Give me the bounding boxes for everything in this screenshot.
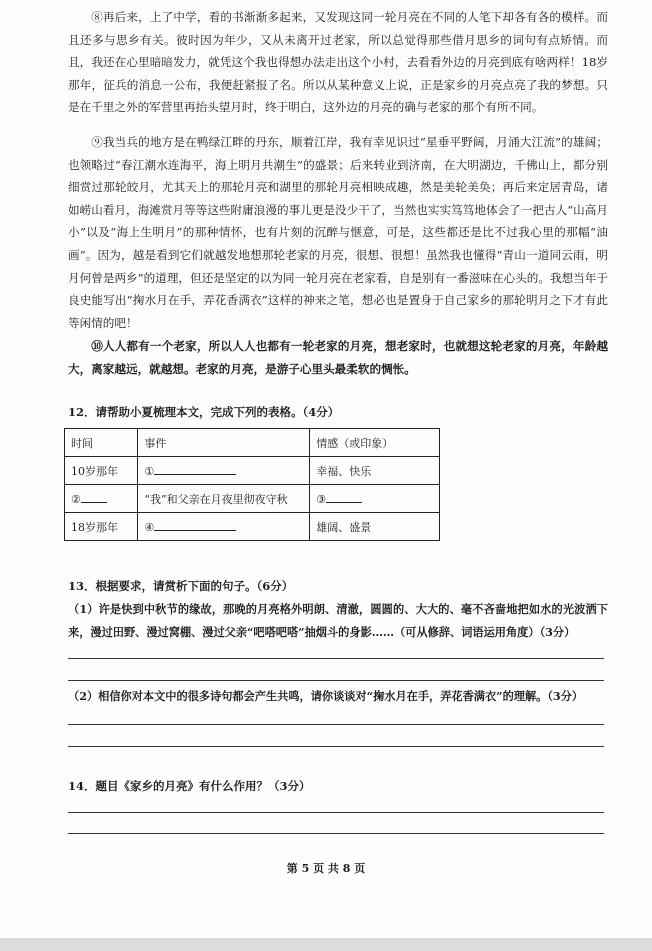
row2-emotion[interactable] — [310, 485, 440, 513]
paragraph-9: ⑨我当兵的地方是在鸭绿江畔的丹东，顺着江岸，我有幸见识过“星垂平野阔，月涌大江流”的雄阔；也领略过“春江潮水连海平，海上明月共潮生”的盛景；后来转业到济南，在大明湖边，千佛山上，都分别细赏过那轮皎月，尤其天上的那轮月亮和湖里的那轮月亮相映成趣，然是美轮美奂；再后来定居青岛，诸如崂山看月，海滩赏月等等这些附庸浪漫的事儿更是没少干了，当然也实实笃笃地体会了一把古人“山高月小”以及“海上生明月”的那种情怀，也有片刻的沉醉与惬意，可是，这些都还是比不过我心里的那幅“油画”。因为，越是看到它们就越发地想那轮老家的月亮，很想、很想！虽然我也懂得“青山一道同云雨，明月何曾是两乡”的道理，但还是坚定的以为同一轮月亮在老家看，自是别有一番滋味在心头的。我想当年于良史能写出“掬水月在手，弄花香满衣”这样的神来之笔，想必也是置身于自己家乡的那轮明月之下才有此等闲情的吧！ — [68, 135, 608, 330]
header-time: 时间 — [65, 429, 138, 457]
answer-line[interactable] — [68, 680, 604, 681]
question-14-title: 14．题目《家乡的月亮》有什么作用？（3分） — [68, 779, 311, 793]
row3-time: 18岁那年 — [65, 513, 138, 541]
table-row — [65, 513, 440, 541]
answer-line[interactable] — [68, 812, 604, 813]
answer-line[interactable] — [68, 658, 604, 659]
question-12-title: 12．请帮助小夏梳理本文，完成下列的表格。（4分） — [68, 405, 340, 419]
question-13-title: 13．根据要求，请赏析下面的句子。（6分） — [68, 579, 294, 593]
blank-marker: ④ — [144, 521, 155, 534]
answer-blank-1[interactable] — [154, 463, 236, 475]
table-row — [65, 485, 440, 513]
answer-line[interactable] — [68, 746, 604, 747]
blank-marker: ② — [71, 493, 81, 506]
table-row — [65, 457, 440, 485]
paragraph-10: ⑩人人都有一个老家，所以人人也都有一轮老家的月亮，想老家时，也就想这轮老家的月亮，年龄越大，离家越远，就越想。老家的月亮，是游子心里头最柔软的惆怅。 — [68, 339, 608, 376]
table-header-row — [65, 429, 440, 457]
row1-time: 10岁那年 — [65, 457, 138, 485]
answer-line[interactable] — [68, 724, 604, 725]
answer-table — [64, 428, 440, 541]
answer-blank-4[interactable] — [154, 519, 236, 531]
row3-emotion: 雄阔、盛景 — [310, 513, 440, 541]
bottom-margin-strip — [0, 938, 652, 951]
blank-marker: ① — [144, 465, 155, 478]
page-number: 第 5 页 共 8 页 — [286, 862, 366, 875]
answer-blank-3[interactable] — [326, 491, 362, 503]
question-13-sub2: （2）相信你对本文中的很多诗句都会产生共鸣，请你谈谈对“掬水月在手，弄花香满衣”的理解。（3分） — [68, 689, 584, 703]
row3-event[interactable] — [138, 513, 310, 541]
row2-time[interactable] — [65, 485, 138, 513]
row1-emotion: 幸福、快乐 — [310, 457, 440, 485]
answer-blank-2[interactable] — [81, 491, 107, 503]
blank-marker: ③ — [316, 493, 327, 506]
answer-line[interactable] — [68, 833, 604, 834]
row2-event: “我”和父亲在月夜里彻夜守秋 — [138, 485, 310, 513]
header-emotion: 情感（或印象） — [310, 429, 440, 457]
row1-event[interactable] — [138, 457, 310, 485]
paragraph-8: ⑧再后来，上了中学，看的书渐渐多起来，又发现这同一轮月亮在不同的人笔下却各有各的模样。而且还多与思乡有关。彼时因为年少，又从未离开过老家，所以总觉得那些借月思乡的词句有点矫情。而且，我还在心里暗暗发力，就凭这个我也得想办法走出这个小村，去看看外边的月亮到底有啥两样！18岁那年，征兵的消息一公布，我便赶紧报了名。所以从某种意义上说，正是家乡的月亮点亮了我的梦想。只是在千里之外的军营里再抬头望月时，终于明白，这外边的月亮的确与老家的那个有所不同。 — [68, 10, 608, 115]
question-13-sub1: （1）许是快到中秋节的缘故，那晚的月亮格外明朗、清澈，圆圆的、大大的、毫不吝啬地把如水的光波洒下来，漫过田野、漫过窝棚、漫过父亲“吧嗒吧嗒”抽烟斗的身影……（可从修辞、词语运用角度）（3分） — [68, 602, 608, 639]
header-event: 事件 — [138, 429, 310, 457]
